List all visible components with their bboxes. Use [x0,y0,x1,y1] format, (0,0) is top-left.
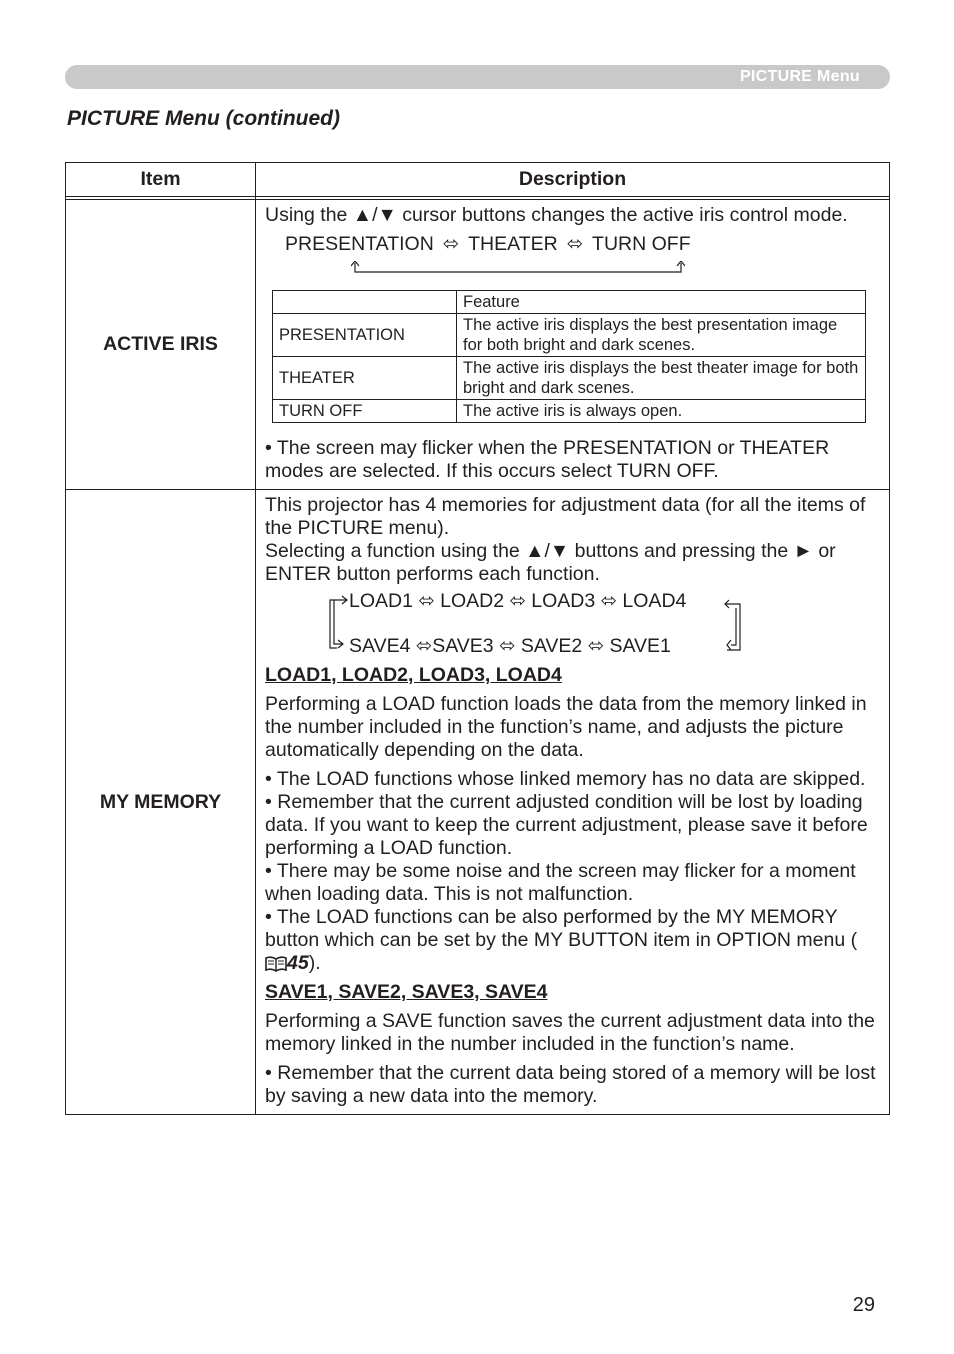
double-arrow-icon: ⬄ [442,233,460,255]
active-iris-note: • The screen may flicker when the PRESENTATION or THEATER modes are selected. If this occurs select TURN OFF. [265,437,830,482]
page-number: 29 [852,1294,875,1316]
flow-load3: LOAD3 [531,590,596,612]
double-arrow-icon: ⬄ [415,635,433,657]
double-arrow-icon: ⬄ [499,635,516,657]
save-heading: SAVE1, SAVE2, SAVE3, SAVE4 [265,981,548,1003]
double-arrow-icon: ⬄ [587,635,605,657]
section-title: PICTURE Menu (continued) [67,107,340,130]
load-description: Performing a LOAD function loads the data from the memory linked in the number included in the function’s name, and adjusts the picture automatically depending on the data. [265,693,867,761]
mode-cell: TURN OFF [273,400,457,423]
load-heading: LOAD1, LOAD2, LOAD3, LOAD4 [265,664,562,686]
load-note-1: • The LOAD functions whose linked memory has no data are skipped. [265,768,866,790]
flow-save4: SAVE4 [349,635,411,657]
memory-function-flow [325,590,879,658]
load-note-3: • There may be some noise and the screen may flicker for a moment when loading data. This is not malfunction. [265,860,856,905]
save-note: • Remember that the current data being stored of a memory will be lost by saving a new data into the memory. [265,1062,876,1107]
item-column-header: Item [66,163,256,197]
save-description: Performing a SAVE function saves the current adjustment data into the memory linked in the number included in the function’s name. [265,1010,875,1055]
header-label: PICTURE Menu [739,68,860,85]
load-note-4-text: • The LOAD functions can be also performed by the MY MEMORY button which can be set by the MY BUTTON item in OPTION menu ( [265,906,858,951]
flow-presentation: PRESENTATION [285,233,434,255]
feature-header: Feature [457,291,866,314]
double-arrow-icon: ⬄ [509,590,526,612]
description-column-header: Description [256,163,890,197]
flow-save2: SAVE2 [520,635,583,657]
double-arrow-icon: ⬄ [418,590,435,612]
table-row [273,357,866,400]
table-row [273,314,866,357]
table-row [273,400,866,423]
feature-cell: The active iris displays the best theater image for both bright and dark scenes. [457,357,866,400]
flow-load2: LOAD2 [440,590,505,612]
flow-save1: SAVE1 [609,635,671,657]
feature-header-row [273,291,866,314]
flow-turn-off: TURN OFF [592,233,691,255]
table-row-my-memory [66,490,890,1115]
mode-cell: PRESENTATION [273,314,457,357]
flow-theater: THEATER [468,233,558,255]
double-arrow-icon: ⬄ [600,590,617,612]
save-flow-row [349,635,671,658]
item-active-iris: ACTIVE IRIS [66,200,256,490]
feature-cell: The active iris is always open. [457,400,866,423]
load-note-4-close: ). [308,952,321,974]
header-bar [65,65,890,89]
my-memory-intro-1: This projector has 4 memories for adjustment data (for all the items of the PICTURE menu). [265,494,866,539]
description-my-memory [256,490,890,1115]
my-memory-intro-2: Selecting a function using the ▲/▼ buttons and pressing the ► or ENTER button performs each function. [265,540,836,585]
table-header-row [66,163,890,197]
book-reference-icon [265,955,287,972]
active-iris-mode-flow [285,233,879,273]
reference-page-number: 45 [287,952,309,974]
flow-load4: LOAD4 [622,590,687,612]
load-note-2: • Remember that the current adjusted condition will be lost by loading data. If you want to keep the current adjustment, please save it before performing a LOAD function. [265,791,868,859]
double-arrow-icon: ⬄ [566,233,584,255]
active-iris-intro: Using the ▲/▼ cursor buttons changes the active iris control mode. [265,204,848,226]
loop-arrow-icon [351,261,685,273]
mode-cell: THEATER [273,357,457,400]
menu-table [65,162,890,1115]
description-active-iris [256,200,890,490]
flow-save3: SAVE3 [432,635,494,657]
flow-load1: LOAD1 [349,590,413,612]
load-note-4 [265,906,879,975]
feature-cell: The active iris displays the best presentation image for both bright and dark scenes. [457,314,866,357]
load-flow-row [349,590,686,613]
table-row-active-iris [66,200,890,490]
active-iris-feature-table [272,290,866,423]
item-my-memory: MY MEMORY [66,490,256,1115]
